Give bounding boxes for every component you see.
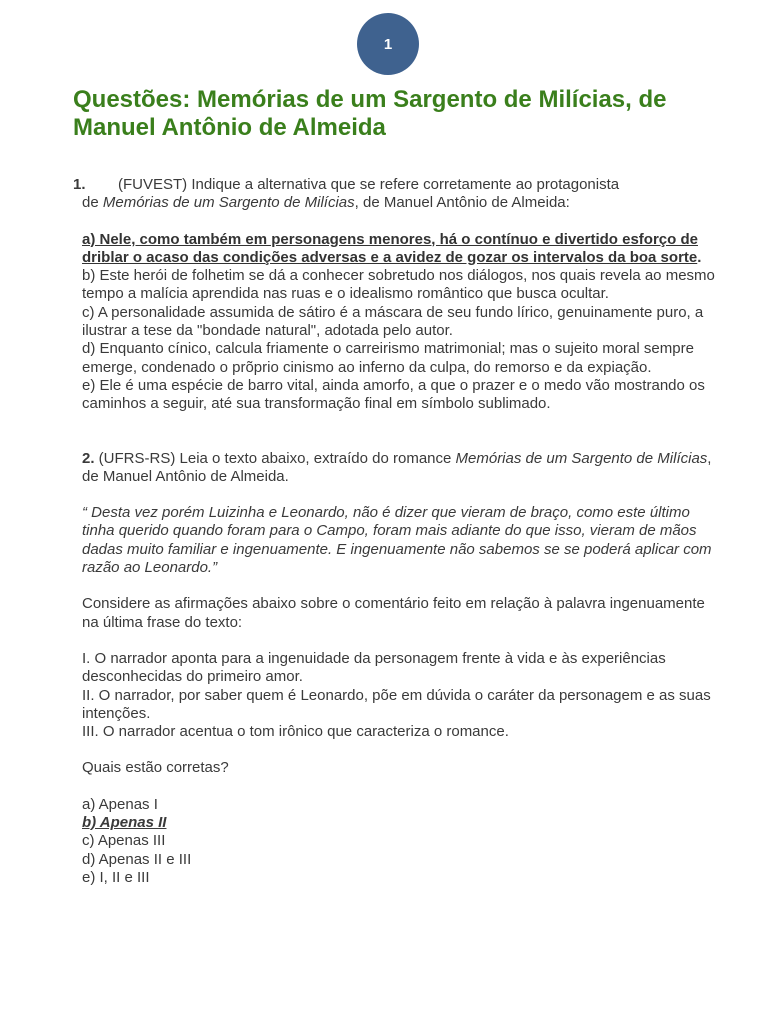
question-2-statement-3: III. O narrador acentua o tom irônico que caracteriza o romance. <box>82 723 509 741</box>
question-1-work-title: Memórias de um Sargento de Milícias <box>102 194 355 212</box>
question-2-option-e: e) I, II e III <box>82 868 150 886</box>
question-1-intro-a: (FUVEST) Indique a alternativa que se refere corretamente ao protagonista <box>118 176 620 193</box>
question-1-option-d: d) Enquanto cínico, calcula friamente o carreirismo matrimonial; mas o sujeito moral sempre emerge, condenado o prõprio cinismo ao inferno da culpa, do remorso e da expiação. <box>82 340 694 376</box>
question-1-intro-b: de <box>82 194 103 212</box>
question-1-intro-c: , de Manuel Antônio de Almeida: <box>354 194 570 212</box>
question-1-option-a-period: . <box>697 248 702 266</box>
question-1-number: 1. <box>73 176 86 193</box>
question-2-work-title: Memórias de um Sargento de Milícias <box>455 449 708 467</box>
question-2-intro <box>82 450 722 487</box>
question-2-option-d: d) Apenas II e III <box>82 850 192 868</box>
question-2-option-b: b) Apenas II <box>82 814 167 832</box>
page-title: Questões: Memórias de um Sargento de Milícias, de Manuel Antônio de Almeida <box>73 86 667 141</box>
question-2-number: 2. <box>82 449 95 467</box>
question-2-option-a: a) Apenas I <box>82 795 158 813</box>
question-2-quote: “ Desta vez porém Luizinha e Leonardo, não é dizer que vieram de braço, como este último tinha querido quando foram para o Campo, foram mais adiante do que isso, vieram de mãos dadas muito familiar e ingenuamente. E ingenuamente não sabemos se se poderá aplicar com razão ao Leonardo.” <box>82 504 712 577</box>
question-1-option-e: e) Ele é uma espécie de barro vital, ainda amorfo, a que o prazer e o medo vão mostrando os caminhos a seguir, até sua transformação final em símbolo sublimado. <box>82 376 705 413</box>
question-2-question: Quais estão corretas? <box>82 759 229 777</box>
question-2-prompt: Considere as afirmações abaixo sobre o comentário feito em relação à palavra ingenuamente na última frase do texto: <box>82 595 705 631</box>
question-2-option-c: c) Apenas III <box>82 832 166 850</box>
question-1-option-a-text: a) Nele, como também em personagens menores, há o contínuo e divertido esforço de driblar o acaso das condições adversas e a avidez de gozar os intervalos da boa sorte <box>82 230 698 266</box>
question-2-statement-1: I. O narrador aponta para a ingenuidade da personagem frente à vida e às experiências desconhecidas do primeiro amor. <box>82 649 666 686</box>
question-1-intro <box>73 176 713 194</box>
question-1-option-c: c) A personalidade assumida de sátiro é a máscara de seu fundo lírico, genuinamente puro, a ilustrar a tese da "bondade natural", adotada pelo autor. <box>82 303 704 340</box>
page-number-badge: 1 <box>357 13 419 75</box>
question-1-option-b: b) Este herói de folhetim se dá a conhecer sobretudo nos diálogos, nos quais revela ao mesmo tempo a malícia aprendida nas ruas e o idealismo romântico que busca ocultar. <box>82 267 715 303</box>
question-1-option-a <box>82 231 722 268</box>
question-2-intro-a: (UFRS-RS) Leia o texto abaixo, extraído do romance <box>94 449 456 467</box>
question-2-statement-2: II. O narrador, por saber quem é Leonardo, põe em dúvida o caráter da personagem e as suas intenções. <box>82 686 711 722</box>
document-body <box>73 176 722 887</box>
question-1-intro-line2 <box>82 194 722 212</box>
question-2-intro-c: , de Manuel Antônio de Almeida. <box>82 449 712 485</box>
